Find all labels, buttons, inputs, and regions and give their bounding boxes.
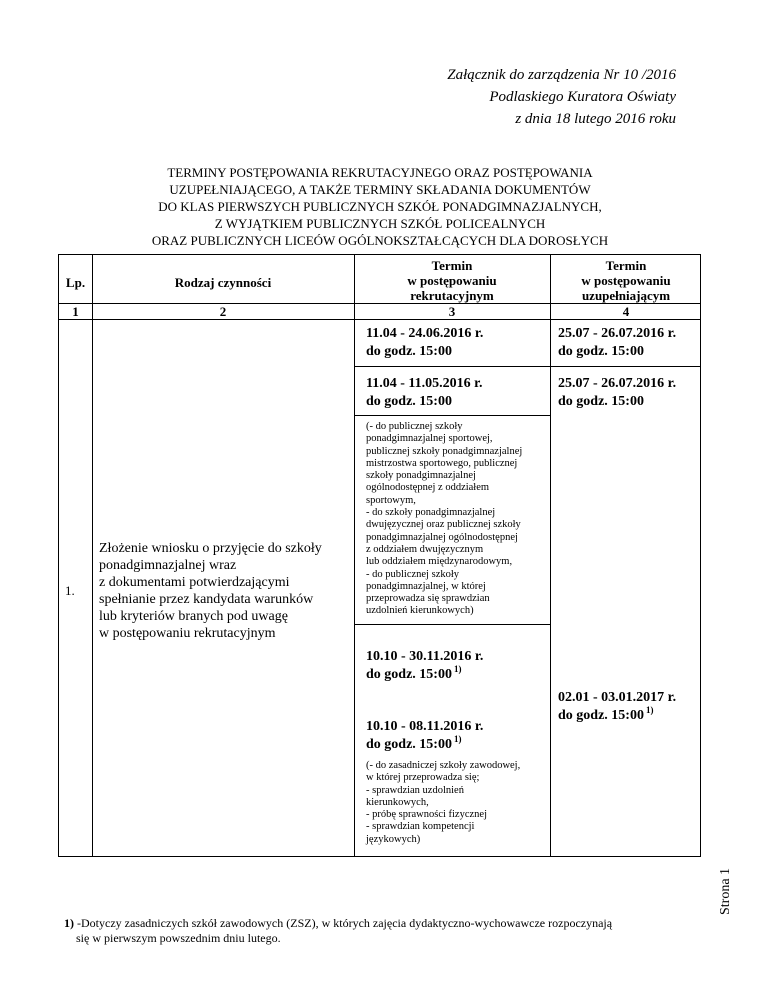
recruitment-date-4: 10.10 - 08.11.2016 r. do godz. 15:00 $^{1)}$	[366, 719, 484, 752]
header-activity: Rodzaj czynności	[174, 275, 272, 290]
table-divider	[354, 255, 355, 856]
header-line-3: z dnia 18 lutego 2016 roku	[515, 111, 676, 127]
schedule-table	[58, 254, 701, 857]
footnote-text: -Dotyczy zasadniczych szkół zawodowych (ZSZ), w których zajęcia dydaktyczno-wychowawcze rozpoczynają	[74, 916, 613, 930]
column-number: 3	[448, 304, 456, 319]
column-number: 4	[622, 304, 630, 319]
column-number: 1	[72, 304, 79, 319]
title-line: TERMINY POSTĘPOWANIA REKRUTACYJNEGO ORAZ POSTĘPOWANIA	[167, 165, 593, 180]
supplementary-date-2: 25.07 - 26.07.2016 r. do godz. 15:00	[558, 376, 677, 409]
footnote-text: się w pierwszym powszednim dniu lutego.	[76, 931, 281, 945]
table-divider	[354, 366, 700, 367]
recruitment-date-3: 10.10 - 30.11.2016 r. do godz. 15:00 $^{1)}$	[366, 649, 484, 682]
title-line: Z WYJĄTKIEM PUBLICZNYCH SZKÓŁ POLICEALNYCH	[214, 216, 546, 231]
recruitment-date-2: 11.04 - 11.05.2016 r. do godz. 15:00	[366, 376, 483, 409]
footnote-ref: 1)	[645, 705, 654, 715]
title-line: ORAZ PUBLICZNYCH LICEÓW OGÓLNOKSZTAŁCĄCYCH DLA DOROSŁYCH	[151, 233, 609, 248]
footnote-ref: 1)	[453, 664, 462, 674]
table-divider	[354, 624, 550, 625]
row-number: 1.	[65, 583, 75, 598]
header-lp: Lp.	[65, 275, 86, 290]
title-line: DO KLAS PIERWSZYCH PUBLICZNYCH SZKÓŁ PONADGIMNAZJALNYCH,	[158, 199, 602, 214]
activity-description: Złożenie wniosku o przyjęcie do szkoły ponadgimnazjalnej wraz z dokumentami potwierdzającymi spełnianie przez kandydata warunków lub kryteriów branych pod uwagę w postępowaniu rekrutacyjnym	[99, 541, 322, 641]
supplementary-date-3: 02.01 - 03.01.2017 r. do godz. 15:00 $^{1)}$	[558, 690, 677, 723]
footnote-marker: 1)	[64, 916, 74, 930]
header-line-1: Załącznik do zarządzenia Nr 10 /2016	[447, 67, 676, 83]
header-supplementary-term: Termin w postępowaniu uzupełniającym	[581, 258, 671, 303]
page-number-label: Strona 1	[718, 867, 733, 915]
table-divider	[92, 255, 93, 856]
header-recruitment-term: Termin w postępowaniu rekrutacyjnym	[407, 258, 497, 303]
table-divider	[59, 319, 700, 320]
header-line-2: Podlaskiego Kuratora Oświaty	[489, 89, 676, 105]
document-title	[100, 164, 660, 249]
attachment-header	[447, 64, 676, 130]
supplementary-date-1: 25.07 - 26.07.2016 r. do godz. 15:00	[558, 326, 677, 359]
table-divider	[550, 255, 551, 856]
table-divider	[354, 415, 550, 416]
footnote-ref: 1)	[453, 734, 462, 744]
school-types-note-1: (- do publicznej szkoły ponadgimnazjalnej sportowej, publicznej szkoły ponadgimnazjalnej mistrzostwa sportowego, publicznej szkoły ponadgimnazjalnej ogólnodostępnej z oddziałem sportowym, - do szkoły ponadgimnazjalnej dwujęzycznej oraz publicznej szkoły ponadgimnazjalnej ogólnodostępnej z oddziałem dwujęzycznym lub oddziałem międzynarodowym, - do publicznej szkoły ponadgimnazjalnej, w której przeprowadza się sprawdzian uzdolnień kierunkowych)	[366, 421, 523, 617]
column-number: 2	[219, 304, 227, 319]
recruitment-date-1: 11.04 - 24.06.2016 r. do godz. 15:00	[366, 326, 484, 359]
school-types-note-2: (- do zasadniczej szkoły zawodowej, w której przeprowadza się; - sprawdzian uzdolnień kierunkowych, - próbę sprawności fizycznej - sprawdzian kompetencji językowych)	[366, 760, 521, 845]
title-line: UZUPEŁNIAJĄCEGO, A TAKŻE TERMINY SKŁADANIA DOKUMENTÓW	[169, 182, 591, 197]
footnote	[64, 916, 684, 946]
